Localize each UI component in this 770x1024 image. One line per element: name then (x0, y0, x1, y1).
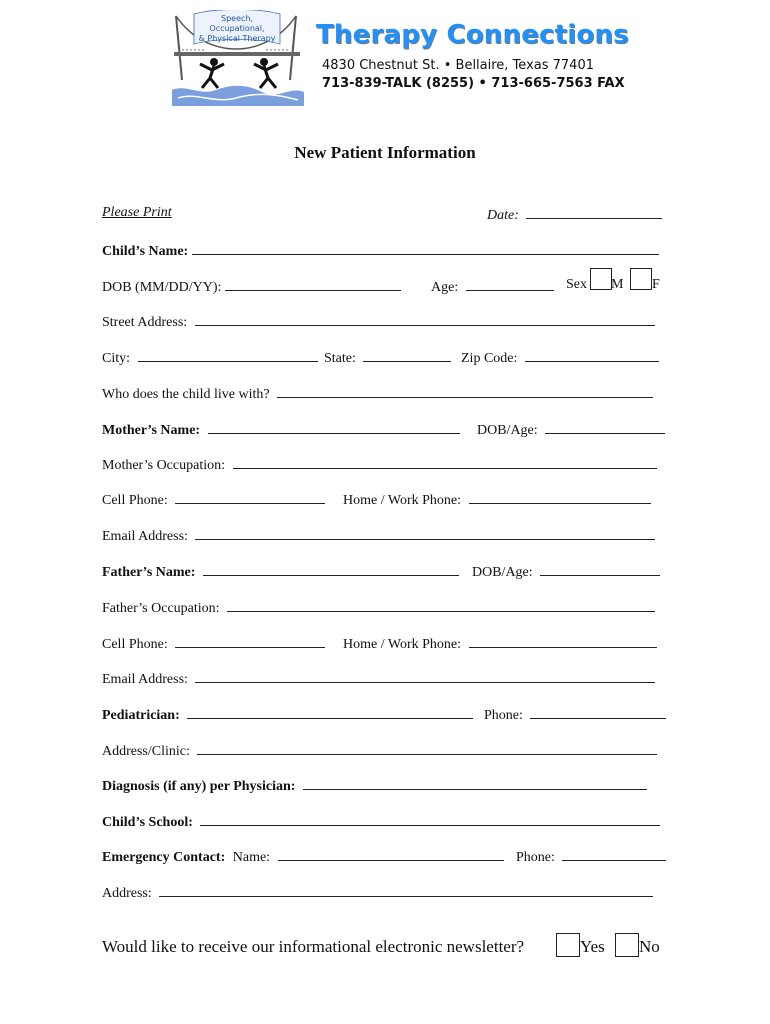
childs-name-label: Child’s Name: (102, 244, 189, 259)
ec-name-label: Name: (232, 850, 271, 865)
city-field[interactable] (138, 348, 318, 362)
father-dob-row (472, 562, 660, 581)
emergency-contact-label: Emergency Contact: (102, 850, 226, 865)
pediatrician-field[interactable] (187, 705, 473, 719)
state-field[interactable] (363, 348, 451, 362)
father-email-field[interactable] (195, 669, 655, 683)
childs-school-row (102, 812, 660, 831)
state-label: State: (324, 351, 356, 366)
newsletter-yes-label: Yes (580, 937, 605, 956)
mothers-occupation-label: Mother’s Occupation: (102, 458, 225, 473)
mother-dob-label: DOB/Age: (477, 423, 538, 438)
therapy-connections-logo (166, 10, 308, 106)
father-cell-label: Cell Phone: (102, 637, 168, 652)
zip-row (461, 348, 659, 367)
diagnosis-row (102, 776, 647, 795)
street-address-field[interactable] (195, 312, 655, 326)
mother-cell-label: Cell Phone: (102, 493, 168, 508)
father-dob-field[interactable] (540, 562, 660, 576)
city-row (102, 348, 318, 367)
practice-address: 4830 Chestnut St. • Bellaire, Texas 77401 (322, 58, 594, 73)
sex-f-label: F (652, 277, 660, 292)
ec-address-row (102, 883, 653, 902)
ec-phone-row (516, 847, 666, 866)
ec-address-field[interactable] (159, 883, 653, 897)
fathers-occupation-row (102, 598, 655, 617)
street-address-label: Street Address: (102, 315, 188, 330)
newsletter-no-checkbox[interactable] (615, 933, 639, 957)
mothers-name-field[interactable] (208, 420, 460, 434)
father-email-label: Email Address: (102, 672, 188, 687)
childs-school-field[interactable] (200, 812, 660, 826)
please-print-row (102, 205, 172, 221)
date-label: Date: (487, 208, 519, 223)
mother-email-field[interactable] (195, 526, 655, 540)
ec-name-field[interactable] (278, 847, 504, 861)
logo-text-physical: & Physical Therapy (198, 34, 276, 43)
childs-school-label: Child’s School: (102, 815, 193, 830)
mother-home-work-label: Home / Work Phone: (343, 493, 461, 508)
sex-m-checkbox[interactable] (590, 268, 612, 290)
ped-phone-label: Phone: (484, 708, 523, 723)
father-home-work-field[interactable] (469, 634, 657, 648)
date-field[interactable] (526, 205, 662, 219)
date-row (487, 205, 662, 224)
age-field[interactable] (466, 277, 554, 291)
ec-phone-field[interactable] (562, 847, 666, 861)
lives-with-row (102, 384, 653, 403)
logo-text-occupational: Occupational, (209, 24, 265, 33)
practice-name: Therapy Connections (316, 20, 629, 50)
mother-email-row (102, 526, 655, 545)
mother-home-work-field[interactable] (469, 490, 651, 504)
practice-phones: 713-839-TALK (8255) • 713-665-7563 FAX (322, 76, 625, 91)
mother-cell-row (102, 490, 325, 509)
pediatrician-row (102, 705, 473, 724)
father-home-work-label: Home / Work Phone: (343, 637, 461, 652)
lives-with-field[interactable] (277, 384, 653, 398)
sex-label: Sex (566, 277, 587, 292)
mothers-occupation-field[interactable] (233, 455, 657, 469)
diagnosis-label: Diagnosis (if any) per Physician: (102, 779, 296, 794)
childs-name-row (102, 241, 659, 260)
logo-text-speech: Speech, (220, 14, 254, 23)
state-row (324, 348, 451, 367)
mother-cell-field[interactable] (175, 490, 325, 504)
diagnosis-field[interactable] (303, 776, 647, 790)
address-clinic-field[interactable] (197, 741, 657, 755)
mother-dob-field[interactable] (545, 420, 665, 434)
mothers-name-row (102, 420, 460, 439)
zip-label: Zip Code: (461, 351, 518, 366)
lives-with-label: Who does the child live with? (102, 387, 270, 402)
dob-field[interactable] (225, 277, 401, 291)
age-label: Age: (431, 280, 459, 295)
age-row (431, 277, 554, 296)
sex-m-label: M (611, 277, 624, 292)
fathers-name-field[interactable] (203, 562, 459, 576)
sex-f-checkbox[interactable] (630, 268, 652, 290)
zip-field[interactable] (525, 348, 659, 362)
ec-address-label: Address: (102, 886, 152, 901)
childs-name-field[interactable] (192, 241, 659, 255)
please-print-label: Please Print (102, 205, 172, 220)
ped-phone-field[interactable] (530, 705, 666, 719)
newsletter-no-label: No (639, 937, 660, 956)
father-dob-label: DOB/Age: (472, 565, 533, 580)
mother-email-label: Email Address: (102, 529, 188, 544)
fathers-name-row (102, 562, 459, 581)
city-label: City: (102, 351, 131, 366)
ped-phone-row (484, 705, 666, 724)
street-address-row (102, 312, 655, 331)
dob-row (102, 277, 401, 296)
father-email-row (102, 669, 655, 688)
address-clinic-row (102, 741, 657, 760)
mothers-occupation-row (102, 455, 657, 474)
father-cell-field[interactable] (175, 634, 325, 648)
mothers-name-label: Mother’s Name: (102, 423, 201, 438)
fathers-occupation-field[interactable] (227, 598, 655, 612)
pediatrician-label: Pediatrician: (102, 708, 180, 723)
address-clinic-label: Address/Clinic: (102, 744, 190, 759)
father-home-work-row (343, 634, 657, 653)
ec-phone-label: Phone: (516, 850, 555, 865)
fathers-name-label: Father’s Name: (102, 565, 196, 580)
father-cell-row (102, 634, 325, 653)
form-title: New Patient Information (294, 143, 476, 162)
fathers-occupation-label: Father’s Occupation: (102, 601, 220, 616)
emergency-contact-row (102, 847, 504, 866)
newsletter-yes-checkbox[interactable] (556, 933, 580, 957)
newsletter-question: Would like to receive our informational electronic newsletter? (102, 937, 525, 956)
mother-home-work-row (343, 490, 651, 509)
dob-label: DOB (MM/DD/YY): (102, 280, 222, 295)
mother-dob-row (477, 420, 665, 439)
